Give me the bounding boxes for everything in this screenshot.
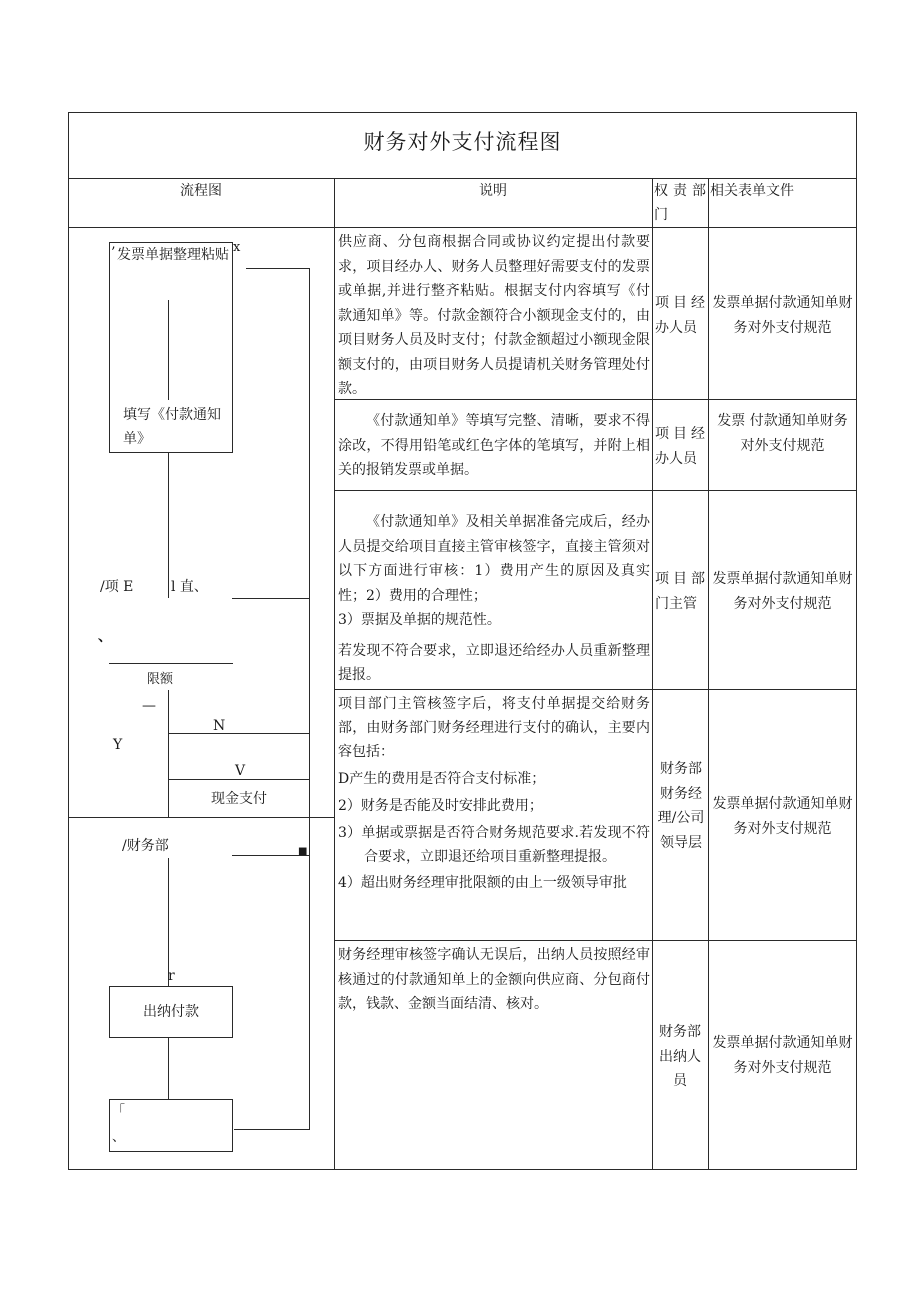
flow-label-y: Y xyxy=(113,737,123,753)
flow-node-invoice-prefix: ’ xyxy=(111,245,116,261)
row-4-description-text-5: 4）超出财务经理审批限额的由上一级领导审批 xyxy=(338,875,627,891)
flow-node-project-right: l 直、 xyxy=(171,579,208,595)
row-1-description-text: 供应商、分包商根据合同或协议约定提出付款要求，项目经办人、财务人员整理好需要支付的发票或单据,并进行整齐粘贴。根据支付内容填写《付款通知单》等。付款金额符合小额现金支付的，由项目财务人员及时支付；付款金额超过小额现金限额支付的，由项目财务人员提请机关财务管理处付款。 xyxy=(338,234,650,397)
row-4-documents: 发票单据付款通知单财务对外支付规范 xyxy=(712,796,853,837)
flow-node-invoice-mark: x xyxy=(233,240,241,255)
flow-label-n: N xyxy=(213,718,226,734)
row-4-department: 财务部财务经理/公司领导层 xyxy=(657,761,705,851)
flow-node-project-left: /项 E xyxy=(100,579,134,595)
flow-node-cashier-label: 出纳付款 xyxy=(143,1004,199,1020)
row-4-description-text-1: 项目部门主管核签字后，将支付单据提交给财务部，由财务部门财务经理进行支付的确认，主要内容包括： xyxy=(338,696,650,760)
flow-dash: — xyxy=(142,698,156,714)
row-4-description xyxy=(338,692,650,895)
row-4-description-text-2: D产生的费用是否符合支付标准； xyxy=(338,771,546,787)
page-title: 财务对外支付流程图 xyxy=(363,130,562,154)
flow-node-end xyxy=(109,1099,233,1152)
row-2-description-text: 《付款通知单》等填写完整、清晰，要求不得涂改，不得用铅笔或红色字体的笔填写，并附上相关的报销发票或单据。 xyxy=(338,413,650,478)
row-1-department: 项目经办人员 xyxy=(655,295,705,336)
header-description: 说明 xyxy=(479,183,507,199)
row-5-description-text: 财务经理审核签字确认无误后，出纳人员按照经审核通过的付款通知单上的金额向供应商、分包商付款，钱款、金额当面结清、核对。 xyxy=(338,947,650,1012)
row-3-description xyxy=(338,510,650,688)
header-flowchart: 流程图 xyxy=(180,183,222,199)
row-3-description-text-1: 《付款通知单》及相关单据准备完成后，经办人员提交给项目直接主管审核签字，直接主管须对以下方面进行审核：1）费用产生的原因及真实性；2）费用的合理性； xyxy=(338,514,650,604)
header-documents: 相关表单文件 xyxy=(710,183,794,199)
header-department: 权 责 部 门 xyxy=(654,183,706,223)
row-3-department: 项目部门主管 xyxy=(655,571,705,612)
flow-node-limit-mark: 、 xyxy=(98,629,112,645)
row-2-department: 项目经办人员 xyxy=(655,426,705,467)
flow-node-notice-label: 填写《付款通知单》 xyxy=(123,407,221,447)
flow-node-limit-label: 限额 xyxy=(147,672,174,687)
row-3-description-text-2: 3）票据及单据的规范性。 xyxy=(338,612,501,628)
row-1-documents: 发票单据付款通知单财务对外支付规范 xyxy=(712,295,853,336)
row-4-description-text-3: 2）财务是否能及时安排此费用； xyxy=(338,798,543,814)
row-3-documents: 发票单据付款通知单财务对外支付规范 xyxy=(712,571,853,612)
row-3-description-text-3: 若发现不符合要求，立即退还给经办人员重新整理提报。 xyxy=(338,642,650,683)
flow-node-invoice-label: 发票单据整理粘贴 xyxy=(117,247,229,263)
row-1-description xyxy=(338,230,650,402)
flow-node-end-top: 「 xyxy=(112,1104,126,1119)
row-4-description-text-4: 3）单据或票据是否符合财务规范要求.若发现不符合要求，立即退还给项目重新整理提报。 xyxy=(338,825,650,865)
flow-label-v: V xyxy=(235,763,246,779)
row-2-description xyxy=(338,409,650,483)
flow-label-r: r xyxy=(168,968,175,984)
row-2-documents: 发票 付款通知单财务对外支付规范 xyxy=(717,413,848,454)
flow-node-cash-payment: 现金支付 xyxy=(211,791,267,807)
flow-node-finance-dept: /财务部 xyxy=(122,838,169,854)
row-5-department: 财务部出纳人员 xyxy=(659,1024,701,1089)
row-5-description xyxy=(338,943,650,1017)
flow-node-finance-mark: ■ xyxy=(298,846,308,857)
row-5-documents: 发票单据付款通知单财务对外支付规范 xyxy=(712,1035,853,1076)
flow-node-end-bottom: 、 xyxy=(112,1130,126,1145)
